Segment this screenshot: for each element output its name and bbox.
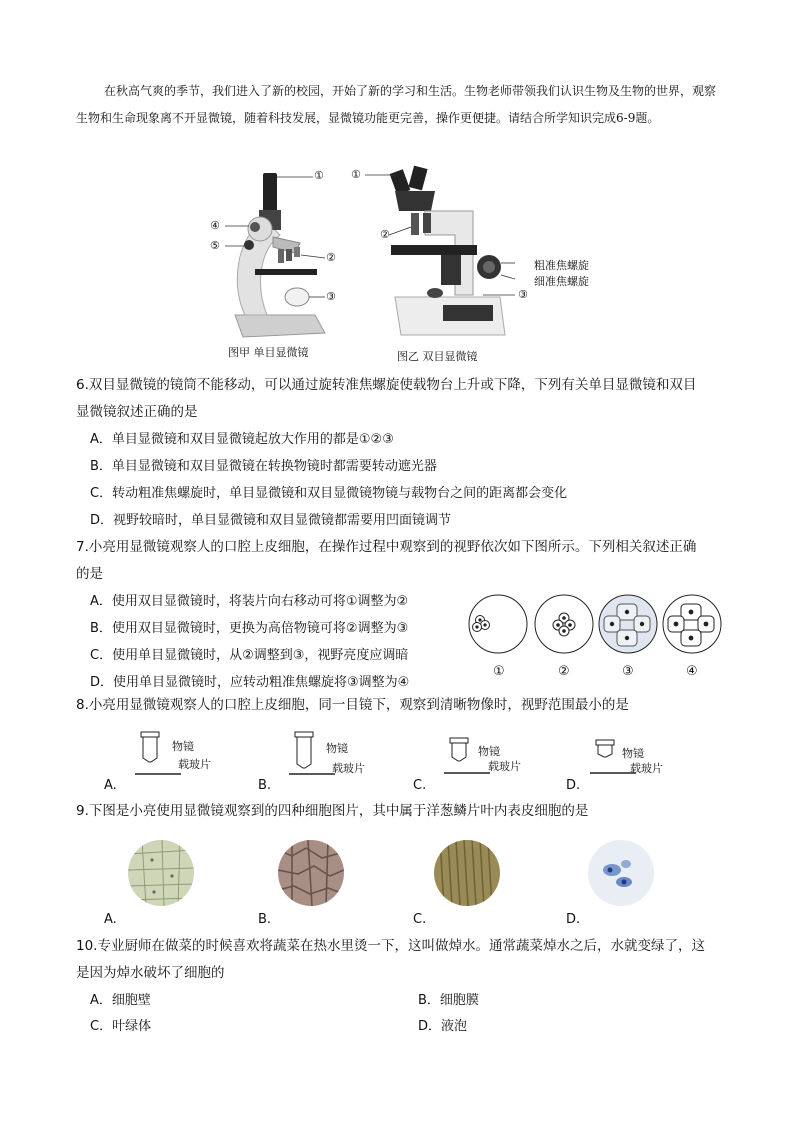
q8-c-slide-label: 载玻片 (488, 760, 521, 773)
caption-monocular: 图甲 单目显微镜 (228, 346, 309, 359)
q6-stem-line2: 显微镜叙述正确的是 (76, 404, 198, 420)
q8-b-slide-label: 载玻片 (332, 762, 365, 775)
bino-label-2: ② (380, 228, 390, 241)
q8-letter-d: D. (566, 778, 581, 793)
q10-option-d: D．液泡 (418, 1019, 468, 1034)
q6-option-b: B．单目显微镜和双目显微镜在转换物镜时都需要转动遮光器 (90, 459, 437, 474)
q8-stem: 8.小亮用显微镜观察人的口腔上皮细胞，同一目镜下，观察到清晰物像时，视野范围最小的是 (76, 697, 629, 713)
q6-stem-line1: 6.双目显微镜的镜筒不能移动，可以通过旋转准焦螺旋使载物台上升或下降，下列有关单目显微镜和双目 (76, 377, 697, 393)
intro-paragraph (76, 78, 724, 132)
q6-option-d: D．视野较暗时，单目显微镜和双目显微镜都需要用凹面镜调节 (90, 513, 452, 528)
q10-stem-line2: 是因为焯水破坏了细胞的 (76, 965, 225, 981)
bino-label-3: ③ (518, 288, 528, 301)
q6-option-c: C．转动粗准焦螺旋时，单目显微镜和双目显微镜物镜与载物台之间的距离都会变化 (90, 486, 568, 501)
q10-option-c: C．叶绿体 (90, 1019, 152, 1034)
q9-letter-b: B. (258, 912, 272, 927)
q10-stem-line1: 10.专业厨师在做菜的时候喜欢将蔬菜在热水里烫一下，这叫做焯水。通常蔬菜焯水之后，水就变绿了，这 (76, 938, 705, 954)
coarse-knob-label: 粗准焦螺旋 (534, 259, 589, 272)
question-9 (76, 798, 726, 825)
bino-label-1: ① (351, 168, 361, 181)
q7-option-b: B．使用双目显微镜时，更换为高倍物镜可将②调整为③ (90, 621, 409, 636)
q9-letter-c: C. (413, 912, 427, 927)
q7-view-label-4: ④ (686, 664, 698, 679)
q8-c-objective-label: 物镜 (478, 745, 500, 758)
q7-view-label-2: ② (558, 664, 570, 679)
q9-cell-image-b (278, 840, 344, 906)
mono-label-3: ③ (326, 290, 336, 303)
question-8 (76, 692, 726, 719)
q8-a-slide-label: 载玻片 (178, 758, 211, 771)
q10-option-b: B．细胞膜 (418, 993, 479, 1008)
q9-cell-image-a (128, 840, 194, 906)
q8-letter-c: C. (413, 778, 427, 793)
mono-label-5: ⑤ (210, 239, 220, 252)
question-6 (76, 372, 726, 534)
q7-fields-of-view (468, 592, 724, 662)
q10-option-a: A．细胞壁 (90, 993, 151, 1008)
q8-d-slide-label: 载玻片 (630, 762, 663, 775)
q7-option-c: C．使用单目显微镜时，从②调整到③，视野亮度应调暗 (90, 648, 409, 663)
q9-cell-image-d (588, 840, 654, 906)
q6-option-a: A．单目显微镜和双目显微镜起放大作用的都是①②③ (90, 432, 394, 447)
q8-letter-a: A. (104, 778, 117, 793)
q7-option-d: D．使用单目显微镜时，应转动粗准焦螺旋将③调整为④ (90, 675, 410, 690)
fine-knob-label: 细准焦螺旋 (534, 275, 589, 288)
q7-stem-line1: 7.小亮用显微镜观察人的口腔上皮细胞，在操作过程中观察到的视野依次如下图所示。下列相关叙述正确 (76, 539, 697, 555)
q8-a-objective-label: 物镜 (172, 740, 194, 753)
binocular-microscope-figure (365, 165, 515, 345)
q7-view-label-3: ③ (622, 664, 634, 679)
q9-letter-a: A. (104, 912, 117, 927)
q9-letter-d: D. (566, 912, 581, 927)
mono-label-1: ① (314, 169, 324, 182)
mono-label-2: ② (326, 251, 336, 264)
mono-label-4: ④ (210, 219, 220, 232)
intro-text: 在秋高气爽的季节，我们进入了新的校园，开始了新的学习和生活。生物老师带领我们认识生物及生物的世界，观察生物和生命现象离不开显微镜，随着科技发展，显微镜功能更完善，操作更便捷。请结合所学知识完成6-9题。 (76, 84, 717, 125)
caption-binocular: 图乙 双目显微镜 (397, 350, 478, 363)
q9-cell-image-c (434, 840, 500, 906)
monocular-microscope-figure (225, 165, 360, 345)
q7-option-a: A．使用双目显微镜时，将装片向右移动可将①调整为② (90, 594, 409, 609)
q8-letter-b: B. (258, 778, 272, 793)
q9-stem: 9.下图是小亮使用显微镜观察到的四种细胞图片，其中属于洋葱鳞片叶内表皮细胞的是 (76, 803, 589, 819)
question-10 (76, 933, 726, 987)
q7-stem-line2: 的是 (76, 566, 103, 582)
q7-view-label-1: ① (493, 664, 505, 679)
q8-d-objective-label: 物镜 (622, 747, 644, 760)
q8-b-objective-label: 物镜 (326, 742, 348, 755)
